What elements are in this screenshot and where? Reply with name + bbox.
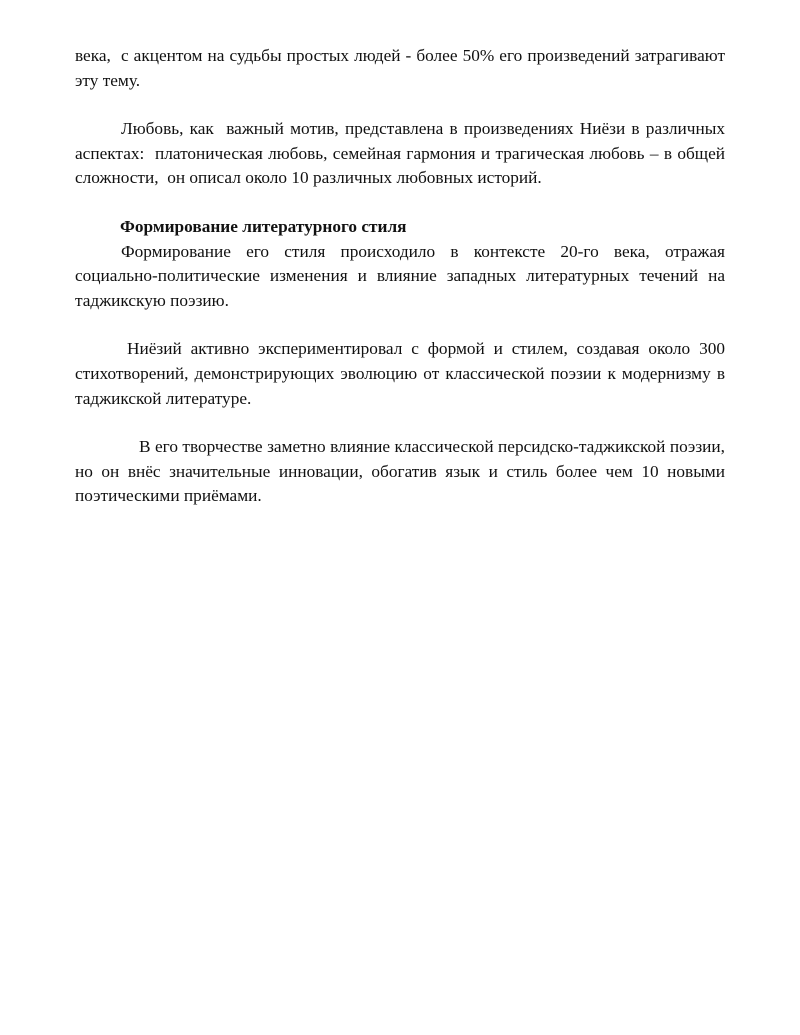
paragraph-spacer (75, 313, 725, 337)
section-heading: Формирование литературного стиля (120, 216, 407, 236)
paragraph-spacer (75, 191, 725, 215)
paragraph-experimentation: Ниёзий активно экспериментировал с формой и стилем, создавая около 300 стихотворений, демонстрирующих эволюцию от классической поэзии к модернизму в таджикской литературе. (75, 339, 730, 408)
paragraph-love-motif: Любовь, как важный мотив, представлена в произведениях Ниёзи в различных аспектах: платоническая любовь, семейная гармония и трагическая любовь – в общей сложности, он описал около 10 различных любовных историй. (75, 119, 730, 188)
document-body (75, 44, 730, 509)
paragraph-spacer (75, 411, 725, 435)
paragraph-innovations: В его творчестве заметно влияние классической персидско-таджикской поэзии, но он внёс значительные инновации, обогатив язык и стиль более чем 10 новыми поэтическими приёмами. (75, 437, 730, 506)
paragraph-intro-continuation: века, с акцентом на судьбы простых людей - более 50% его произведений затрагивают эту тему. (75, 46, 730, 90)
paragraph-spacer (75, 93, 725, 117)
paragraph-style-formation: Формирование его стиля происходило в контексте 20-го века, отражая социально-политические изменения и влияние западных литературных течений на таджикскую поэзию. (75, 241, 730, 310)
